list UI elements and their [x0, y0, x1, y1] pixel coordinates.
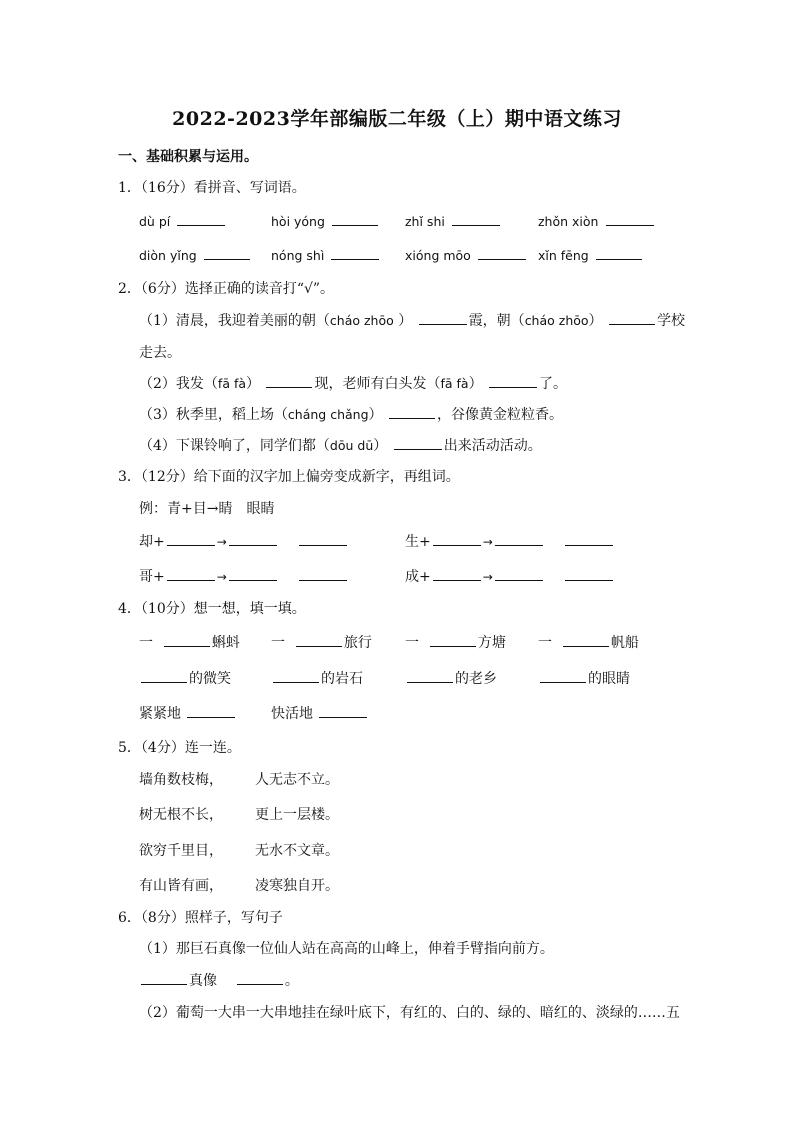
answer-blank[interactable]: [319, 716, 367, 718]
answer-blank[interactable]: [433, 579, 481, 581]
answer-blank[interactable]: [299, 544, 347, 546]
answer-blank[interactable]: [167, 544, 215, 546]
answer-blank[interactable]: [565, 579, 613, 581]
answer-blank[interactable]: [478, 258, 526, 260]
answer-blank[interactable]: [563, 645, 609, 647]
answer-blank[interactable]: [407, 681, 453, 683]
q6-sentence-2: （2）葡萄一大串一大串地挂在绿叶底下，有红的、白的、绿的、暗红的、淡绿的……五: [139, 1005, 680, 1021]
answer-blank[interactable]: [299, 579, 347, 581]
answer-blank[interactable]: [167, 579, 215, 581]
q4-item: 的岩石: [271, 668, 363, 688]
answer-blank[interactable]: [296, 645, 342, 647]
answer-blank[interactable]: [394, 448, 442, 450]
match-left-item[interactable]: 树无根不长，: [139, 807, 223, 823]
answer-blank[interactable]: [187, 716, 235, 718]
answer-blank[interactable]: [596, 258, 642, 260]
q6-sentence-1: （1）那巨石真像一位仙人站在高高的山峰上，伸着手臂指向前方。: [139, 941, 554, 957]
pinyin-item: zhǒn xiòn: [538, 211, 656, 230]
answer-blank[interactable]: [266, 386, 312, 388]
answer-blank[interactable]: [540, 681, 586, 683]
question-4-stem: 4．（10分）想一想，填一填。: [118, 601, 306, 617]
q4-item: 快活地: [271, 703, 369, 723]
match-right-item[interactable]: 无水不文章。: [255, 843, 339, 859]
answer-blank[interactable]: [204, 258, 250, 260]
answer-blank[interactable]: [606, 224, 654, 226]
answer-blank[interactable]: [495, 579, 543, 581]
q2-line-4: （4）下课铃响了，同学们都（dōu dū） 出来活动活动。: [139, 438, 542, 454]
pinyin-item: xǐn fēng: [538, 245, 644, 264]
question-6-stem: 6．（8分）照样子，写句子: [118, 910, 283, 926]
answer-blank[interactable]: [609, 323, 655, 325]
match-left-item[interactable]: 墙角数枝梅，: [139, 772, 223, 788]
q4-item: 紧紧地: [139, 703, 237, 723]
match-right-item[interactable]: 更上一层楼。: [255, 807, 339, 823]
answer-blank[interactable]: [430, 645, 476, 647]
q6-answer-line: 真像 。: [139, 970, 299, 990]
pinyin-item: diòn yǐng: [139, 245, 252, 264]
q4-item: 一 方塘: [405, 635, 506, 651]
answer-blank[interactable]: [419, 323, 467, 325]
question-3-stem: 3．（12分）给下面的汉字加上偏旁变成新字，再组词。: [118, 469, 460, 485]
answer-blank[interactable]: [164, 645, 210, 647]
match-left-item[interactable]: 有山皆有画，: [139, 878, 223, 894]
q2-line-2: （2）我发（fā fà） 现，老师有白头发（fā fà） 了。: [139, 376, 568, 392]
q2-line-1-cont: 走去。: [139, 345, 181, 361]
q3-item: 生+ →: [405, 531, 615, 551]
match-right-item[interactable]: 凌寒独自开。: [255, 878, 339, 894]
pinyin-item: xióng mōo: [405, 245, 528, 264]
answer-blank[interactable]: [332, 224, 378, 226]
answer-blank[interactable]: [237, 983, 283, 985]
answer-blank[interactable]: [495, 544, 543, 546]
answer-blank[interactable]: [331, 258, 379, 260]
answer-blank[interactable]: [273, 681, 319, 683]
question-5-stem: 5．（4分）连一连。: [118, 740, 241, 756]
q3-item: 却+ →: [139, 531, 349, 551]
section-heading: 一、基础积累与运用。: [118, 149, 258, 165]
match-left-item[interactable]: 欲穷千里目，: [139, 843, 223, 859]
q4-item: 一 蝌蚪: [139, 635, 240, 651]
answer-blank[interactable]: [389, 417, 435, 419]
answer-blank[interactable]: [433, 544, 481, 546]
answer-blank[interactable]: [229, 579, 277, 581]
q4-item: 一 帆船: [538, 635, 639, 651]
answer-blank[interactable]: [489, 386, 537, 388]
q3-item: 哥+ →: [139, 566, 349, 586]
q4-item: 一 旅行: [271, 635, 372, 651]
answer-blank[interactable]: [141, 983, 187, 985]
q3-item: 成+ →: [405, 566, 615, 586]
pinyin-item: nóng shì: [271, 245, 381, 264]
q4-item: 的微笑: [139, 668, 231, 688]
match-right-item[interactable]: 人无志不立。: [255, 772, 339, 788]
page-title: 2022-2023学年部编版二年级（上）期中语文练习: [172, 108, 622, 130]
q2-line-1: （1）清晨，我迎着美丽的朝（cháo zhōo ） 霞，朝（cháo zhōo） 学校: [139, 313, 685, 329]
answer-blank[interactable]: [141, 681, 187, 683]
question-1-stem: 1．（16分）看拼音、写词语。: [118, 180, 306, 196]
answer-blank[interactable]: [452, 224, 500, 226]
answer-blank[interactable]: [229, 544, 277, 546]
pinyin-item: hòi yóng: [271, 211, 380, 230]
pinyin-item: zhǐ shi: [405, 211, 502, 230]
answer-blank[interactable]: [177, 224, 225, 226]
q4-item: 的老乡: [405, 668, 497, 688]
question-2-stem: 2．（6分）选择正确的读音打“√”。: [118, 281, 335, 297]
pinyin-item: dù pí: [139, 211, 227, 230]
q3-example: 例：青+目→睛 眼睛: [139, 501, 275, 517]
answer-blank[interactable]: [565, 544, 613, 546]
q4-item: 的眼睛: [538, 668, 630, 688]
q2-line-3: （3）秋季里，稻上场（cháng chǎng） ，谷像黄金粒粒香。: [139, 407, 563, 423]
